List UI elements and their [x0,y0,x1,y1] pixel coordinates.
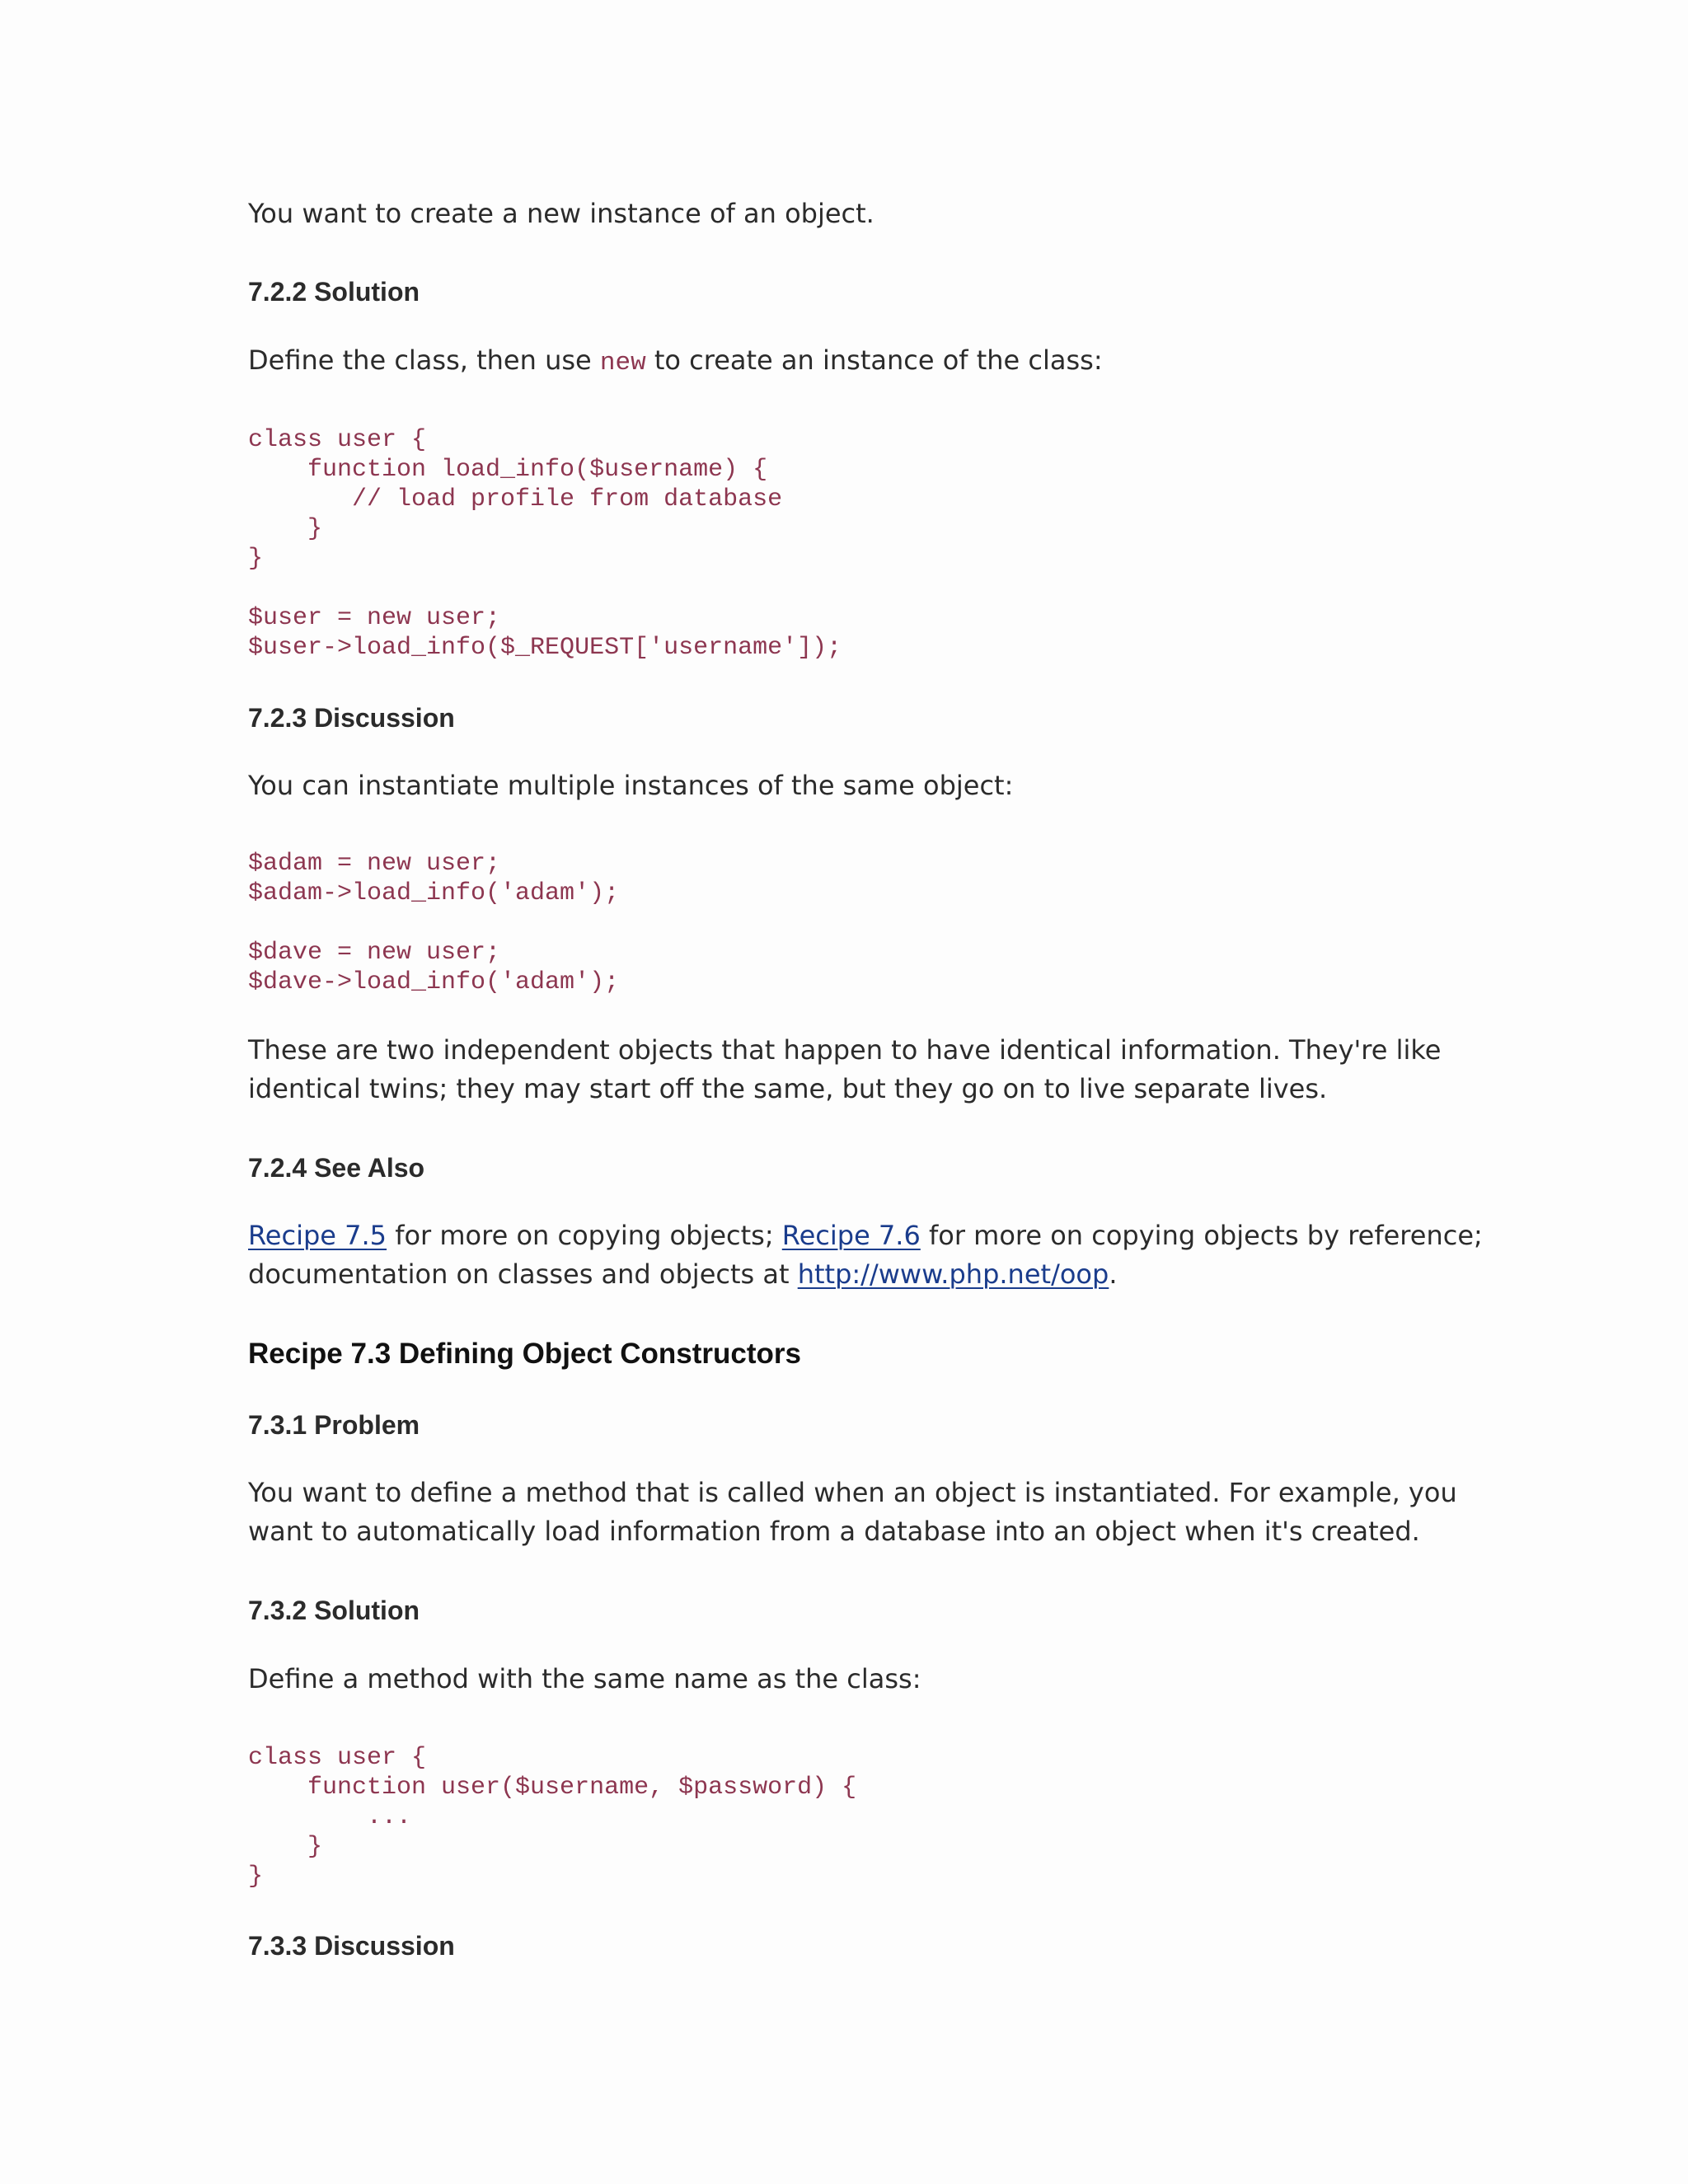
discussion-para-line-2: identical twins; they may start off the same, but they go on to live separate lives. [248,1073,1328,1104]
link-php-oop[interactable]: http://www.php.net/oop [797,1258,1109,1290]
solution-text-before: Define the class, then use [248,344,600,376]
solution-text-2: Define a method with the same name as the class: [248,1663,921,1694]
link-recipe-7-6[interactable]: Recipe 7.6 [781,1220,921,1251]
problem-line-2: want to automatically load information from a database into an object when it's created. [248,1516,1420,1547]
see-also-text-1: for more on copying objects; [387,1220,782,1251]
section-heading-solution: 7.2.2 Solution [248,277,420,307]
recipe-title: Recipe 7.3 Defining Object Constructors [248,1338,801,1370]
section-heading-discussion: 7.2.3 Discussion [248,703,455,733]
section-heading-solution-2: 7.3.2 Solution [248,1596,420,1625]
link-recipe-7-5[interactable]: Recipe 7.5 [248,1220,387,1251]
see-also-line-2 [248,1255,1117,1294]
section-heading-discussion-2: 7.3.3 Discussion [248,1931,455,1961]
see-also-text-2: for more on copying objects by reference; [920,1220,1483,1251]
see-also-line-2-end: . [1109,1258,1118,1290]
see-also-line-2-text: documentation on classes and objects at [248,1258,798,1290]
code-block-constructor: class user { function user($username, $password) { ... } } [248,1744,857,1891]
problem-text: You want to create a new instance of an object. [248,198,874,229]
see-also-line-1 [248,1216,1483,1255]
code-block-instances: $adam = new user; $adam->load_info('adam'); $dave = new user; $dave->load_info('adam'); [248,850,620,996]
discussion-text: You can instantiate multiple instances of the same object: [248,770,1014,801]
section-heading-see-also: 7.2.4 See Also [248,1153,425,1183]
inline-code-new: new [599,349,646,377]
section-heading-problem: 7.3.1 Problem [248,1410,420,1440]
solution-text-after: to create an instance of the class: [645,344,1103,376]
solution-text [248,341,1103,382]
discussion-para-line-1: These are two independent objects that happen to have identical information. They're like [248,1034,1442,1066]
problem-line-1: You want to define a method that is called when an object is instantiated. For example, you [248,1477,1457,1508]
code-block-user-class: class user { function load_info($username) { // load profile from database } } $user = new user; $user->load_info($_REQUEST['username']); [248,426,842,662]
